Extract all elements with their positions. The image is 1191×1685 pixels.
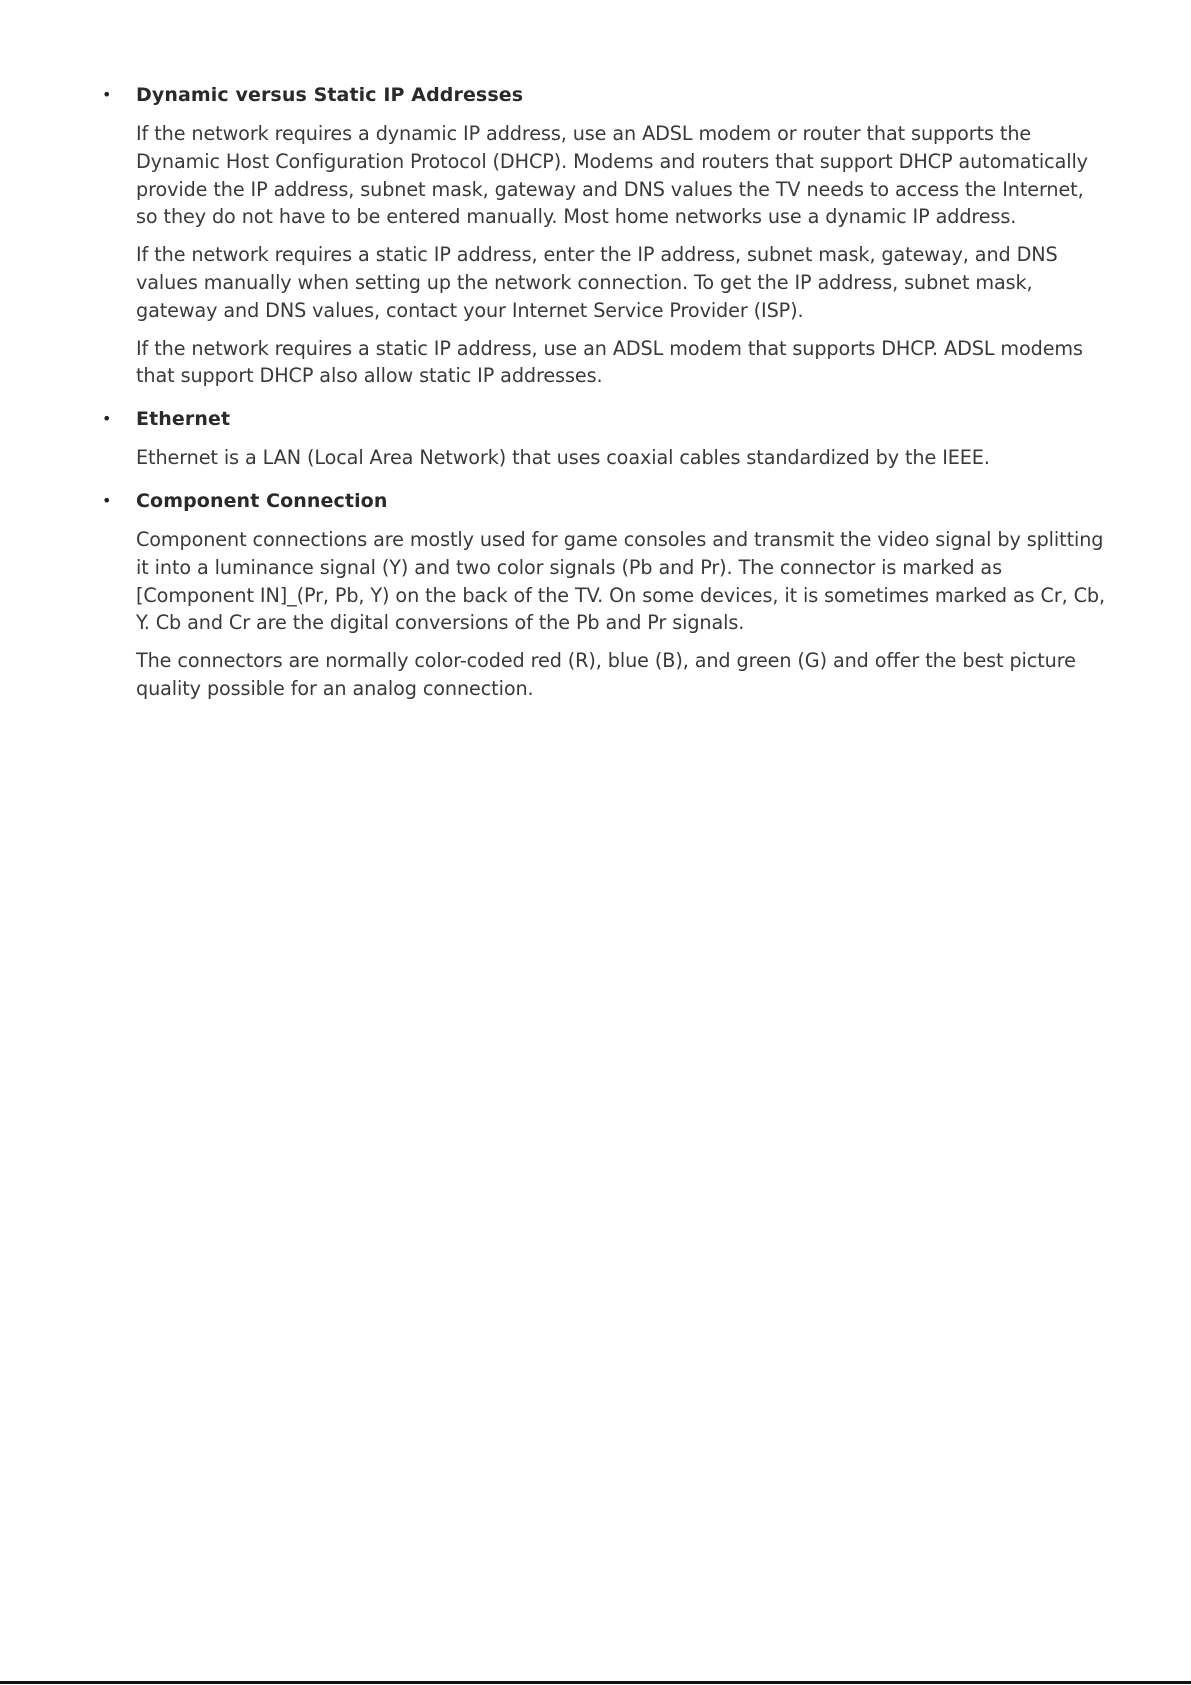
section-heading-row — [100, 80, 1110, 110]
paragraph: If the network requires a static IP address, use an ADSL modem that supports DHCP. ADSL modems that support DHCP also allow static IP addresses. — [136, 336, 1083, 388]
paragraph: If the network requires a dynamic IP address, use an ADSL modem or router that supports the Dynamic Host Configuration Protocol (DHCP). Modems and routers that support DHCP automatically provide the IP address, subnet mask, gateway and DNS values the TV needs to access the Internet, so they do not have to be entered manually. Most home networks use a dynamic IP address. — [136, 122, 1088, 229]
section-dynamic-static-ip — [100, 80, 1110, 390]
section-heading: Component Connection — [136, 489, 388, 512]
bullet-icon: • — [102, 85, 112, 104]
bullet-icon: • — [102, 409, 112, 429]
page-bottom-rule — [0, 1681, 1191, 1684]
section-component-connection — [100, 486, 1110, 703]
paragraph: Ethernet is a LAN (Local Area Network) that uses coaxial cables standardized by the IEEE. — [136, 446, 990, 470]
paragraph: The connectors are normally color-coded red (R), blue (B), and green (G) and offer the best picture quality possible for an analog connection. — [136, 649, 1076, 700]
paragraph: Component connections are mostly used for game consoles and transmit the video signal by splitting it into a luminance signal (Y) and two color signals (Pb and Pr). The connector is marked as [Component IN]_(Pr, Pb, Y) on the back of the TV. On some devices, it is sometimes marked as Cr, Cb, Y. Cb and Cr are the digital conversions of the Pb and Pr signals. — [136, 527, 1106, 635]
section-ethernet — [100, 404, 1110, 472]
section-heading-row — [100, 404, 1110, 434]
bullet-icon: • — [102, 490, 112, 510]
section-heading-row — [100, 486, 1110, 516]
glossary-content — [100, 80, 1110, 717]
section-heading: Ethernet — [136, 408, 231, 431]
paragraph: If the network requires a static IP address, enter the IP address, subnet mask, gateway, and DNS values manually when setting up the network connection. To get the IP address, subnet mask, gateway and DNS values, contact your Internet Service Provider (ISP). — [136, 243, 1058, 322]
section-heading: Dynamic versus Static IP Addresses — [136, 84, 524, 106]
